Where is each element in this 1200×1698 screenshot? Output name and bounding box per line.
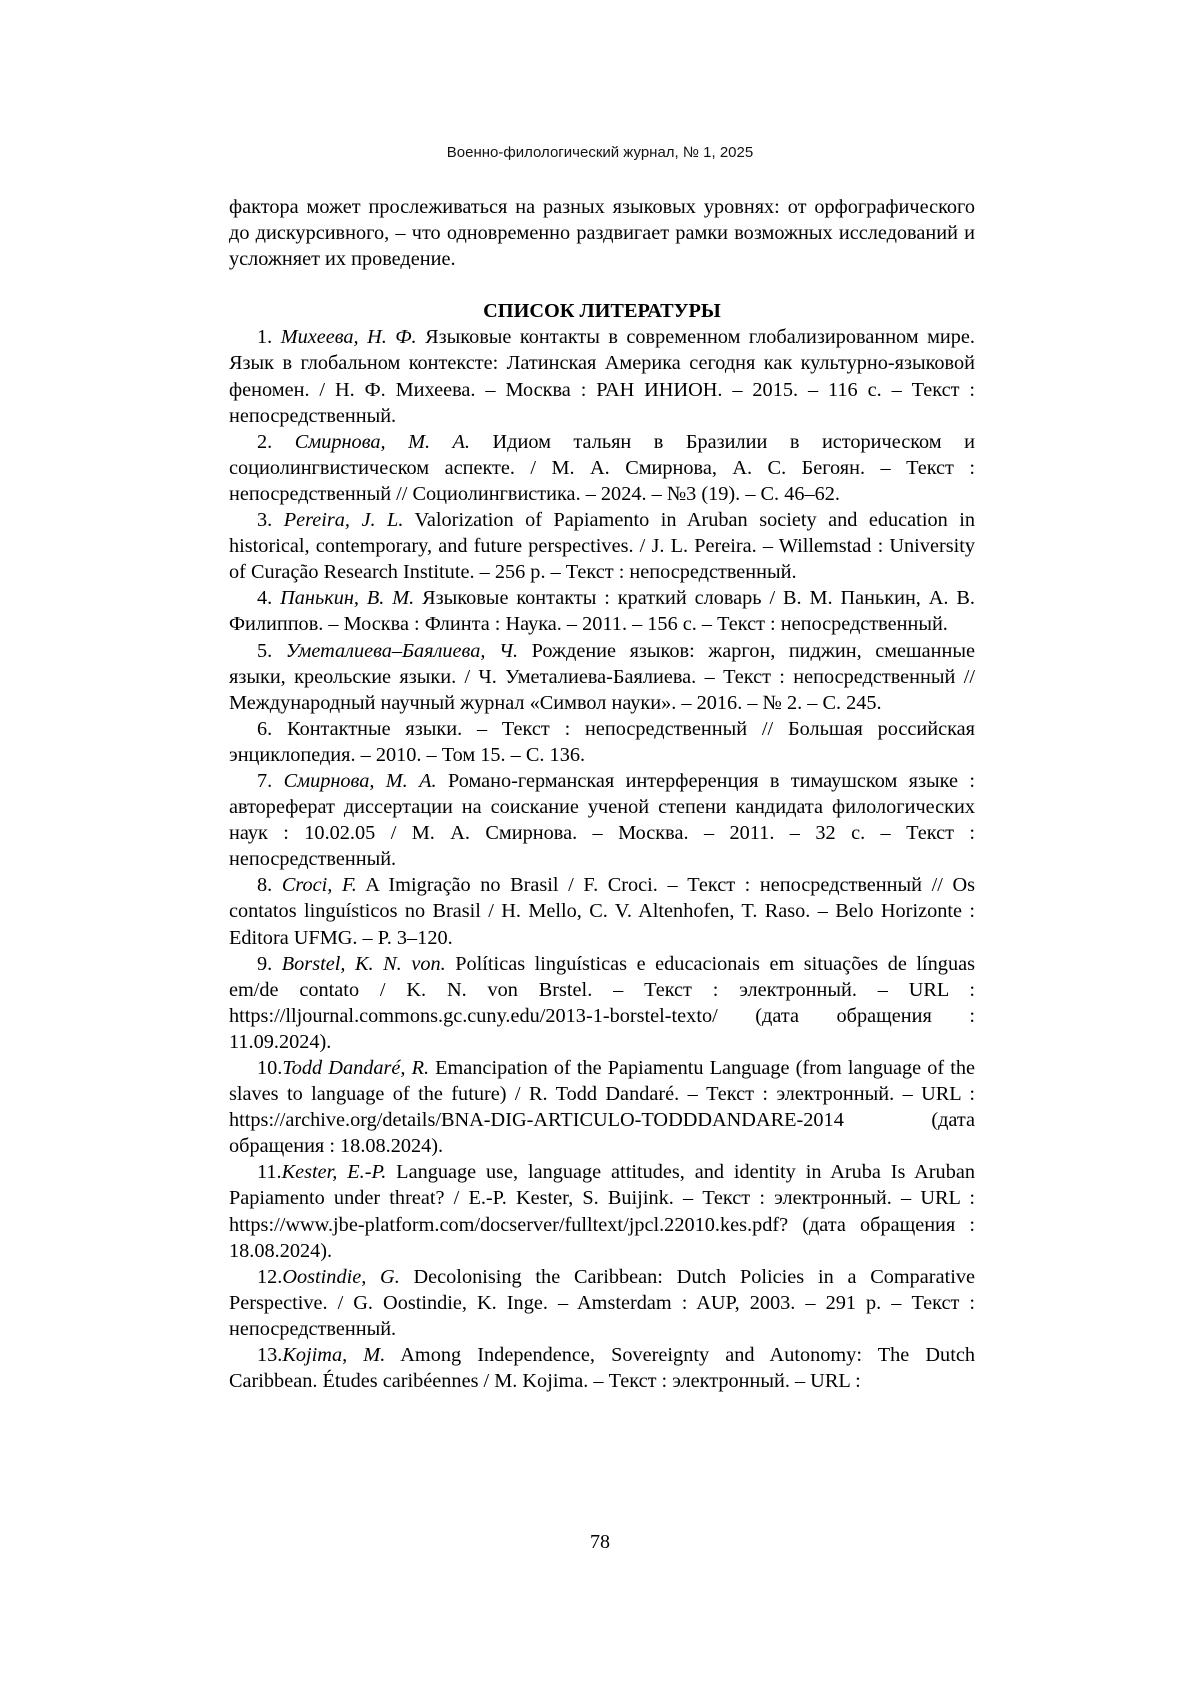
intro-paragraph: фактора может прослеживаться на разных языковых уровнях: от орфографического до дискурсивного, – что одновременно раздвигает рамки возможных исследований и усложняет их проведение. — [229, 196, 975, 271]
reference-item — [229, 585, 975, 637]
reference-number: 13. — [257, 1344, 283, 1367]
reference-text: Language use, language attitudes, and identity in Aruba Is Aruban Papiamento under threat? / E.-P. Kester, S. Buijink. – Текст : электронный. – URL : https://www.jbe-platform.com/docserver/fulltext/jpcl.22010.kes.pdf? (дата обращения : 18.08.2024). — [229, 1161, 975, 1262]
reference-item — [229, 1159, 975, 1263]
reference-text: Идиом тальян в Бразилии в историческом и социолингвистическом аспекте. / М. А. Смирнова, А. С. Бегоян. – Текст : непосредственный // Социолингвистика. – 2024. – №3 (19). – С. 46–62. — [229, 430, 976, 505]
reference-item — [229, 1264, 975, 1342]
reference-text: Языковые контакты в современном глобализированном мире. Язык в глобальном контексте: Латинская Америка сегодня как культурно-языковой феномен. / Н. Ф. Михеева. – Москва : РАН ИНИОН. – 2015. – 116 с. – Текст : непосредственный. — [229, 326, 976, 427]
reference-text: Контактные языки. – Текст : непосредственный // Большая российская энциклопедия. – 2010. – Том 15. – С. 136. — [229, 717, 976, 766]
references-heading: СПИСОК ЛИТЕРАТУРЫ — [483, 300, 721, 323]
reference-item — [229, 768, 975, 872]
reference-item — [229, 1342, 975, 1394]
reference-author: Kester, E.-P. — [281, 1161, 387, 1184]
reference-text: A Imigração no Brasil / F. Croci. – Текст : непосредственный // Os contatos linguísticos no Brasil / H. Mello, C. V. Altenhofen, T. Raso. – Belo Horizonte : Editora UFMG. – P. 3–120. — [229, 874, 975, 949]
reference-item — [229, 951, 975, 1055]
reference-number: 7. — [257, 769, 273, 792]
reference-author: Смирнова, М. А. — [283, 769, 437, 792]
reference-item — [229, 872, 975, 950]
reference-text: Decolonising the Caribbean: Dutch Policies in a Comparative Perspective. / G. Oostindie, K. Inge. – Amsterdam : AUP, 2003. – 291 p. – Текст : непосредственный. — [229, 1265, 975, 1340]
reference-item — [229, 716, 975, 768]
reference-item — [229, 429, 975, 507]
reference-number: 10. — [257, 1057, 283, 1079]
reference-number: 1. — [257, 326, 273, 349]
page-number: 78 — [590, 1531, 610, 1553]
reference-author: Смирнова, М. А. — [294, 430, 471, 453]
reference-number: 6. — [257, 717, 273, 740]
reference-number: 2. — [257, 430, 273, 453]
reference-number: 9. — [257, 952, 273, 975]
reference-author: Уметалиева–Баялиева, Ч. — [285, 639, 519, 662]
reference-number: 8. — [257, 874, 273, 897]
reference-number: 3. — [257, 509, 273, 532]
reference-item — [229, 1055, 975, 1159]
reference-author: Borstel, K. N. von. — [281, 952, 446, 975]
reference-text: Valorization of Papiamento in Aruban society and education in historical, contemporary, and future perspectives. / J. L. Pereira. – Willemstad : University of Curação Research Institute. – 256 p. – Текст : непосредственный. — [229, 509, 975, 584]
reference-number: 5. — [257, 639, 273, 662]
reference-text: Рождение языков: жаргон, пиджин, смешанные языки, креольские языки. / Ч. Уметалиева-Баялиева. – Текст : непосредственный // Международный научный журнал «Символ науки». – 2016. – № 2. – С. 245. — [229, 639, 975, 714]
reference-author: Todd Dandaré, R. — [282, 1057, 430, 1079]
reference-author: Pereira, J. L. — [283, 509, 404, 532]
reference-text: Among Independence, Sovereignty and Autonomy: The Dutch Caribbean. Études caribéennes / M. Kojima. – Текст : электронный. – URL : — [229, 1344, 975, 1393]
reference-author: Oostindie, G. — [282, 1265, 400, 1288]
reference-number: 4. — [257, 587, 273, 610]
reference-author: Панькин, В. М. — [280, 587, 415, 610]
reference-item — [229, 324, 975, 428]
reference-text: Políticas linguísticas e educacionais em situações de línguas em/de contato / K. N. von Brstel. – Текст : электронный. – URL : https://lljournal.commons.gc.cuny.edu/2013-1-borstel-texto/ (дата обращения : 11.09.2024). — [229, 952, 975, 1053]
reference-list — [229, 324, 975, 1394]
reference-text: Языковые контакты : краткий словарь / В. М. Панькин, А. В. Филиппов. – Москва : Флинта : Наука. – 2011. – 156 с. – Текст : непосредственный. — [229, 587, 976, 636]
reference-author: Михеева, Н. Ф. — [280, 326, 417, 349]
reference-number: 11. — [257, 1161, 282, 1184]
running-header: Военно-филологический журнал, № 1, 2025 — [446, 144, 754, 161]
reference-item — [229, 507, 975, 585]
page-content — [229, 194, 975, 1394]
reference-text: Emancipation of the Papiamentu Language (from language of the slaves to language of the future) / R. Todd Dandaré. – Текст : электронный. – URL : https://archive.org/details/BNA-DIG-ARTICULO-TODDDANDARE-2014 (дата обращения : 18.08.2024). — [229, 1057, 975, 1158]
reference-text: Романо-германская интерференция в тимаушском языке : автореферат диссертации на соискание ученой степени кандидата филологических наук : 10.02.05 / М. А. Смирнова. – Москва. – 2011. – 32 с. – Текст : непосредственный. — [229, 769, 975, 871]
reference-item — [229, 638, 975, 716]
reference-number: 12. — [257, 1265, 283, 1288]
reference-author: Croci, F. — [281, 874, 357, 897]
reference-author: Kojima, M. — [282, 1344, 386, 1367]
